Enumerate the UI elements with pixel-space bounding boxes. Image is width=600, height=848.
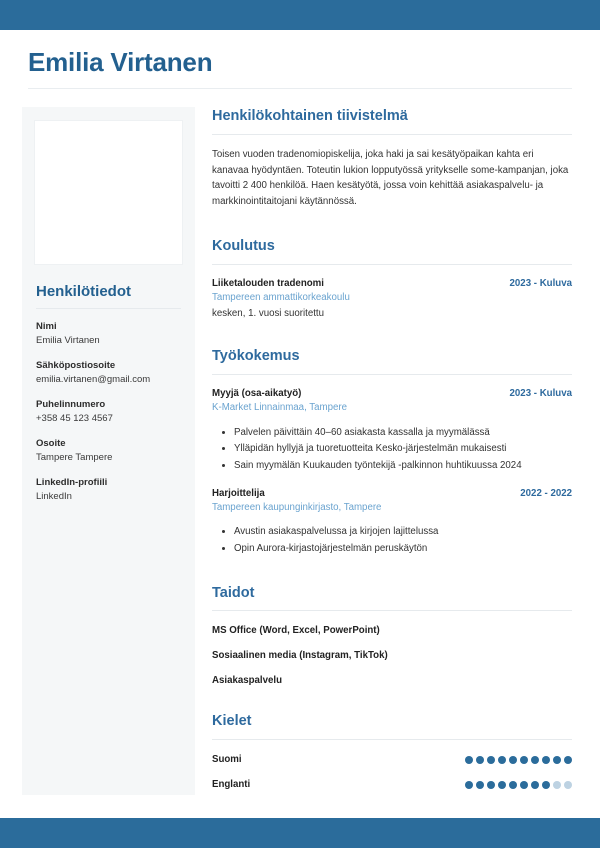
- language-level-dots: [465, 781, 572, 789]
- entry-organization: K-Market Linnainmaa, Tampere: [212, 402, 347, 414]
- level-dot: [498, 756, 506, 764]
- section-skills: [212, 584, 572, 687]
- section-summary: [212, 107, 572, 210]
- language-name: Englanti: [212, 779, 251, 791]
- section-education: [212, 237, 572, 321]
- header: [28, 48, 572, 89]
- contact-label: Osoite: [36, 438, 66, 450]
- entry-date: 2023 - Kuluva: [509, 278, 572, 290]
- list-item: • Opin Aurora-kirjastojärjestelmän peruskäytön: [234, 541, 572, 558]
- level-dot: [553, 756, 561, 764]
- level-dot: [465, 756, 473, 764]
- section-divider: [212, 739, 572, 740]
- list-item: • Ylläpidän hyllyjä ja tuoretuotteita Kesko-järjestelmän mukaisesti: [234, 441, 572, 458]
- list-item: • Palvelen päivittäin 40–60 asiakasta kassalla ja myymälässä: [234, 425, 572, 442]
- list-item: • Avustin asiakaspalvelussa ja kirjojen lajittelussa: [234, 524, 572, 541]
- level-dot: [498, 781, 506, 789]
- level-dot: [476, 781, 484, 789]
- level-dot: [509, 756, 517, 764]
- section-heading-education: Koulutus: [212, 238, 275, 255]
- entry-header: [212, 278, 572, 289]
- entry-organization: Tampereen ammattikorkeakoulu: [212, 292, 350, 304]
- entry-bullet-list: [212, 524, 572, 557]
- entry-title: Myyjä (osa-aikatyö): [212, 388, 302, 400]
- contact-value: +358 45 123 4567: [36, 412, 113, 424]
- entry-date: 2023 - Kuluva: [509, 388, 572, 400]
- contact-field-phone: [36, 398, 181, 426]
- summary-text: Toisen vuoden tradenomiopiskelija, joka haki ja sai kesätyöpaikan kahta eri kanavaa hyödyntäen. Toteutin lukion lopputyössä yritykselle some-kampanjan, joka tavoitti 2 400 henkilöä. Haen kesätyötä, jossa voin kehittää asiakaspalvelu- ja markkinointitaitojani käytännössä.: [212, 148, 569, 207]
- language-name: Suomi: [212, 754, 242, 766]
- language-row: [212, 779, 572, 790]
- contact-value: Emilia Virtanen: [36, 334, 100, 346]
- contact-field-address: [36, 437, 181, 465]
- contact-field-nimi: [36, 320, 181, 348]
- level-dot: [520, 756, 528, 764]
- level-dot: [531, 781, 539, 789]
- contact-label: Nimi: [36, 321, 57, 332]
- entry-date: 2022 - 2022: [520, 487, 572, 499]
- skill-item: Sosiaalinen media (Instagram, TikTok): [212, 650, 388, 662]
- language-level-dots: [465, 756, 572, 764]
- level-dot: [509, 781, 517, 789]
- entry-header: [212, 488, 572, 499]
- contact-label: Puhelinnumero: [36, 399, 106, 411]
- section-heading-summary: Henkilökohtainen tiivistelmä: [212, 108, 408, 124]
- level-dot: [476, 756, 484, 764]
- level-dot: [531, 756, 539, 764]
- section-heading-skills: Taidot: [212, 584, 255, 601]
- experience-entry: [212, 488, 572, 558]
- section-divider: [212, 610, 572, 611]
- skill-item: MS Office (Word, Excel, PowerPoint): [212, 625, 380, 637]
- sidebar: [22, 107, 195, 795]
- skill-item: Asiakaspalvelu: [212, 675, 283, 687]
- entry-title: Liiketalouden tradenomi: [212, 278, 324, 290]
- language-row: [212, 754, 572, 765]
- level-dot: [564, 756, 572, 764]
- page-title: Emilia Virtanen: [28, 47, 213, 77]
- entry-organization: Tampereen kaupunginkirjasto, Tampere: [212, 501, 382, 513]
- profile-photo-placeholder: [34, 120, 183, 265]
- section-divider: [212, 264, 572, 265]
- contact-field-linkedin: [36, 476, 181, 504]
- section-heading-experience: Työkokemus: [212, 348, 300, 365]
- section-languages: [212, 712, 572, 790]
- contact-label: LinkedIn-profiili: [36, 477, 108, 489]
- list-item: • Sain myymälän Kuukauden työntekijä -palkinnon huhtikuussa 2024: [234, 458, 572, 475]
- level-dot: [520, 781, 528, 789]
- level-dot: [553, 781, 561, 789]
- level-dot: [487, 781, 495, 789]
- section-divider: [212, 134, 572, 135]
- contact-field-email: [36, 359, 181, 387]
- education-entry: [212, 278, 572, 321]
- experience-entry: [212, 388, 572, 475]
- entry-note: kesken, 1. vuosi suoritettu: [212, 307, 325, 319]
- level-dot: [465, 781, 473, 789]
- contact-label: Sähköpostiosoite: [36, 360, 116, 372]
- level-dot: [542, 756, 550, 764]
- entry-header: [212, 388, 572, 399]
- sidebar-heading-personal-details: Henkilötiedot: [36, 283, 132, 300]
- contact-value: LinkedIn: [36, 490, 72, 502]
- entry-title: Harjoittelija: [212, 487, 265, 499]
- level-dot: [487, 756, 495, 764]
- bottom-accent-band: [0, 818, 600, 848]
- top-accent-band: [0, 0, 600, 30]
- sidebar-heading-divider: [36, 308, 181, 309]
- section-experience: [212, 347, 572, 557]
- level-dot: [564, 781, 572, 789]
- level-dot: [542, 781, 550, 789]
- entry-bullet-list: [212, 425, 572, 475]
- contact-value: emilia.virtanen@gmail.com: [36, 373, 151, 385]
- section-divider: [212, 374, 572, 375]
- main-column: [212, 107, 572, 792]
- header-divider: [28, 88, 572, 89]
- contact-value: Tampere Tampere: [36, 451, 113, 463]
- section-heading-languages: Kielet: [212, 713, 252, 730]
